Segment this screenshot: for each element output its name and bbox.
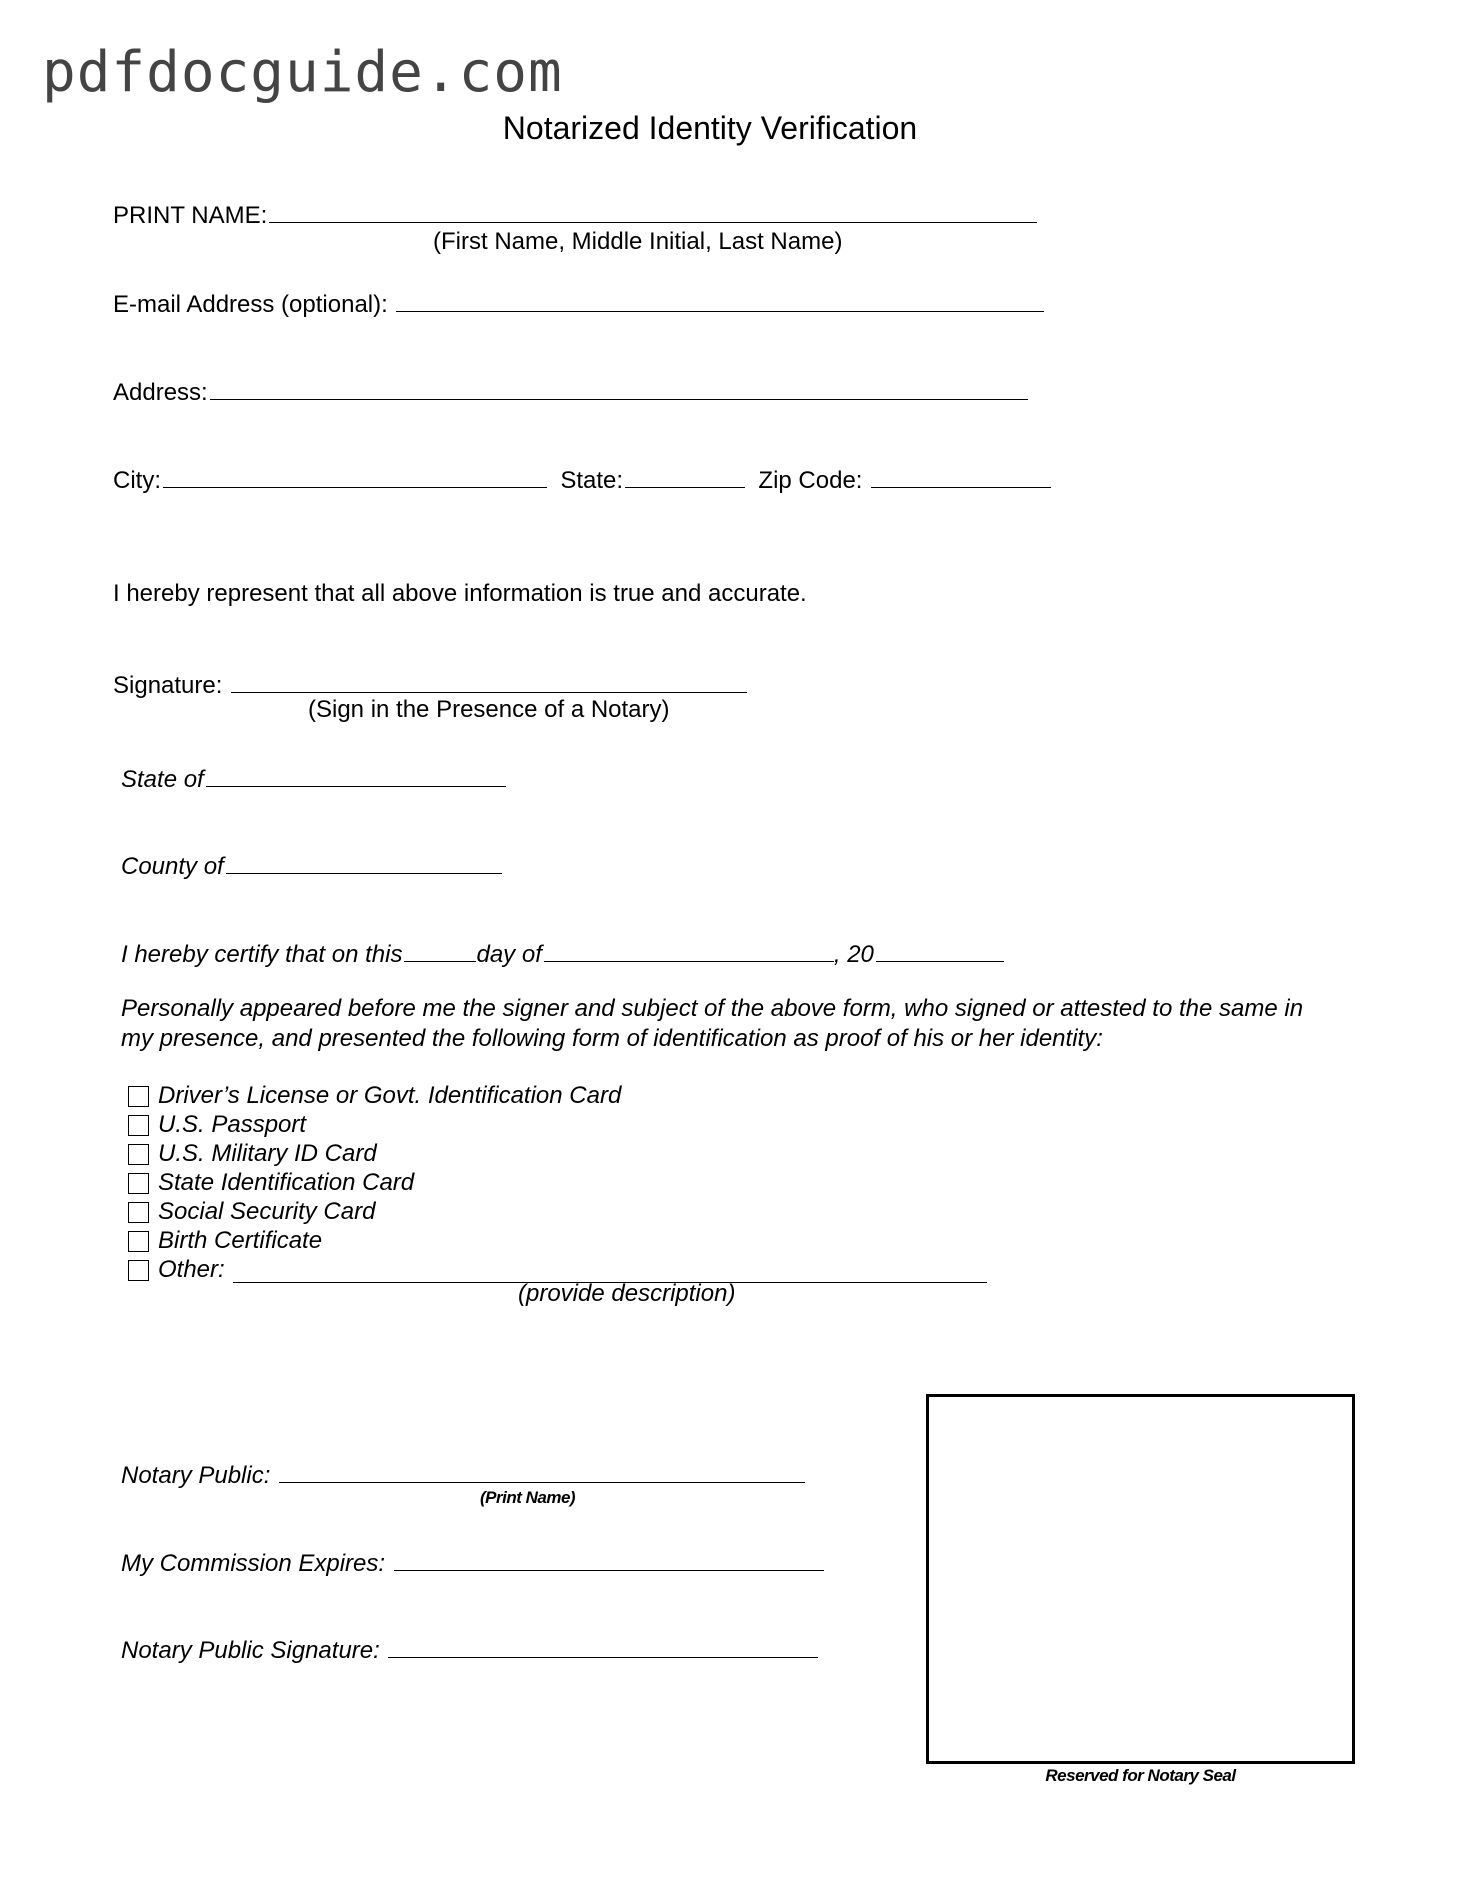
other-hint: (provide description) [518,1280,736,1307]
notary-signature-field[interactable] [388,1633,818,1658]
id-option-label: State Identification Card [158,1169,415,1196]
document-title: Notarized Identity Verification [502,110,918,146]
checkbox[interactable] [128,1202,149,1223]
month-field[interactable] [544,937,834,962]
notary-public-label: Notary Public: [121,1462,271,1489]
checkbox[interactable] [128,1144,149,1165]
city-label: City: [113,467,161,494]
notary-print-name-hint: (Print Name) [480,1488,576,1507]
id-option-label: Birth Certificate [158,1227,323,1254]
notary-seal-caption: Reserved for Notary Seal [1045,1766,1236,1785]
id-option-drivers-license[interactable] [128,1082,621,1110]
checkbox[interactable] [128,1260,149,1281]
id-option-military-id[interactable] [128,1140,377,1168]
id-option-state-id[interactable] [128,1169,414,1197]
zip-field[interactable] [871,463,1051,488]
checkbox[interactable] [128,1231,149,1252]
email-label: E-mail Address (optional): [113,291,388,318]
notary-public-row [121,1458,805,1490]
commission-label: My Commission Expires: [121,1550,386,1577]
checkbox[interactable] [128,1086,149,1107]
print-name-row [113,198,1037,230]
year-field[interactable] [876,937,1004,962]
signature-field[interactable] [231,668,747,693]
notary-signature-label: Notary Public Signature: [121,1637,380,1664]
id-option-label: U.S. Military ID Card [158,1140,377,1167]
id-option-social-security[interactable] [128,1198,375,1226]
address-label: Address: [113,379,208,406]
print-name-label: PRINT NAME: [113,202,268,229]
notary-signature-row [121,1633,818,1665]
checkbox[interactable] [128,1173,149,1194]
print-name-field[interactable] [269,198,1037,223]
county-of-field[interactable] [226,849,502,874]
id-option-birth-certificate[interactable] [128,1227,322,1255]
commission-row [121,1546,824,1578]
address-field[interactable] [210,375,1028,400]
watermark: pdfdocguide.com [42,40,563,105]
signature-label: Signature: [113,672,223,699]
appeared-line-1: Personally appeared before me the signer and subject of the above form, who signed or attested to the same in [121,995,1304,1022]
city-state-zip-row [113,463,1051,495]
email-row [113,287,1044,319]
notary-public-field[interactable] [279,1458,805,1483]
appeared-line-2: my presence, and presented the following form of identification as proof of his or her identity: [121,1025,1103,1052]
id-option-label: Other: [158,1256,225,1283]
state-of-label: State of [121,766,204,793]
address-row [113,375,1028,407]
state-of-row [121,762,506,794]
notary-seal-box [926,1394,1355,1764]
commission-field[interactable] [394,1546,824,1571]
id-option-label: U.S. Passport [158,1111,307,1138]
zip-label: Zip Code: [758,467,863,494]
certify-row [121,937,1004,969]
id-option-label: Social Security Card [158,1198,376,1225]
county-of-row [121,849,502,881]
id-option-passport[interactable] [128,1111,306,1139]
state-field[interactable] [625,463,745,488]
declaration-text: I hereby represent that all above information is true and accurate. [113,580,807,607]
day-field[interactable] [404,937,476,962]
state-label: State: [560,467,624,494]
certify-prefix: I hereby certify that on this [121,941,403,968]
print-name-hint: (First Name, Middle Initial, Last Name) [433,228,843,255]
email-field[interactable] [396,287,1044,312]
signature-hint: (Sign in the Presence of a Notary) [308,696,670,723]
county-of-label: County of [121,853,224,880]
state-of-field[interactable] [206,762,506,787]
certify-year-label: , 20 [833,941,874,968]
certify-day-label: day of [476,941,542,968]
city-field[interactable] [163,463,547,488]
id-option-label: Driver’s License or Govt. Identification Card [158,1082,622,1109]
other-description-field[interactable] [233,1258,987,1283]
checkbox[interactable] [128,1115,149,1136]
